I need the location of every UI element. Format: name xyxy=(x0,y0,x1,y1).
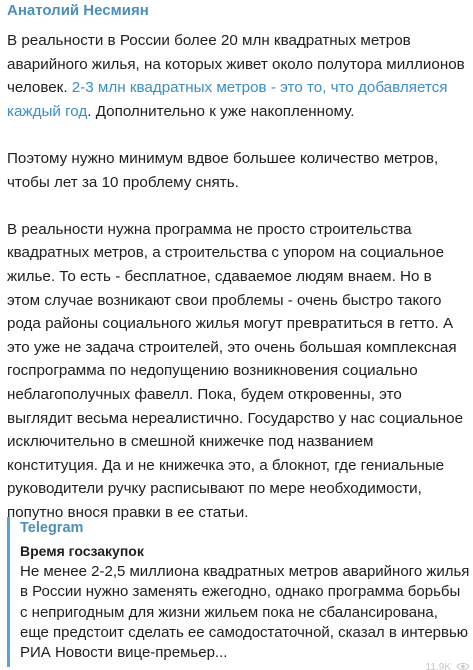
inline-link[interactable]: 2-3 млн квадратных метров - это то, что добавляется каждый год xyxy=(7,79,448,120)
view-count: 11.9K xyxy=(425,662,451,670)
author-name[interactable]: Анатолий Несмиян xyxy=(7,2,149,19)
link-preview-title: Время госзакупок xyxy=(20,543,144,559)
link-preview-source: Telegram xyxy=(20,520,84,536)
paragraph-2: Поэтому нужно минимум вдвое большее количество метров, чтобы лет за 10 проблему снять. xyxy=(7,149,439,191)
eye-icon xyxy=(456,662,470,670)
paragraph-1-tail: . Дополнительно к уже накопленному. xyxy=(87,102,355,120)
message-body xyxy=(7,29,467,524)
paragraph-3: В реальности нужна программа не просто строительства квадратных метров, а строительства с упором на социальное жилье. То есть - бесплатное, сдаваемое людям внаем. Но в этом случае возникают свои проблемы - очень быстро такого рода районы социального жилья могут превратиться в гетто. А это уже не задача строителей, это очень большая комплексная госпрограмма по недопущению возникновения социально неблагополучных фавелл. Пока, будем откровенны, это выглядит весьма нереалистично. Государство у нас социальное исключительно в смешной книжечке под названием конституция. Да и не книжечка это, а блокнот, где гениальные руководители ручку расписывают по мере необходимости, попутно внося правки в ее статьи. xyxy=(7,220,464,521)
link-preview-text: Не менее 2-2,5 миллиона квадратных метров аварийного жилья в России нужно заменять ежегодно, однако программа борьбы с непригодным для жизни жильем пока не сбалансирована, еще предстоит сделать ее самодостаточной, сказал в интервью РИА Новости вице-премьер... xyxy=(20,563,470,662)
link-preview[interactable] xyxy=(7,517,472,667)
paragraph-1 xyxy=(7,29,467,123)
paragraph-1-text: В реальности в России более 20 млн квадратных метров аварийного жилья, на которых живет около полутора миллионов человек. xyxy=(7,32,465,97)
